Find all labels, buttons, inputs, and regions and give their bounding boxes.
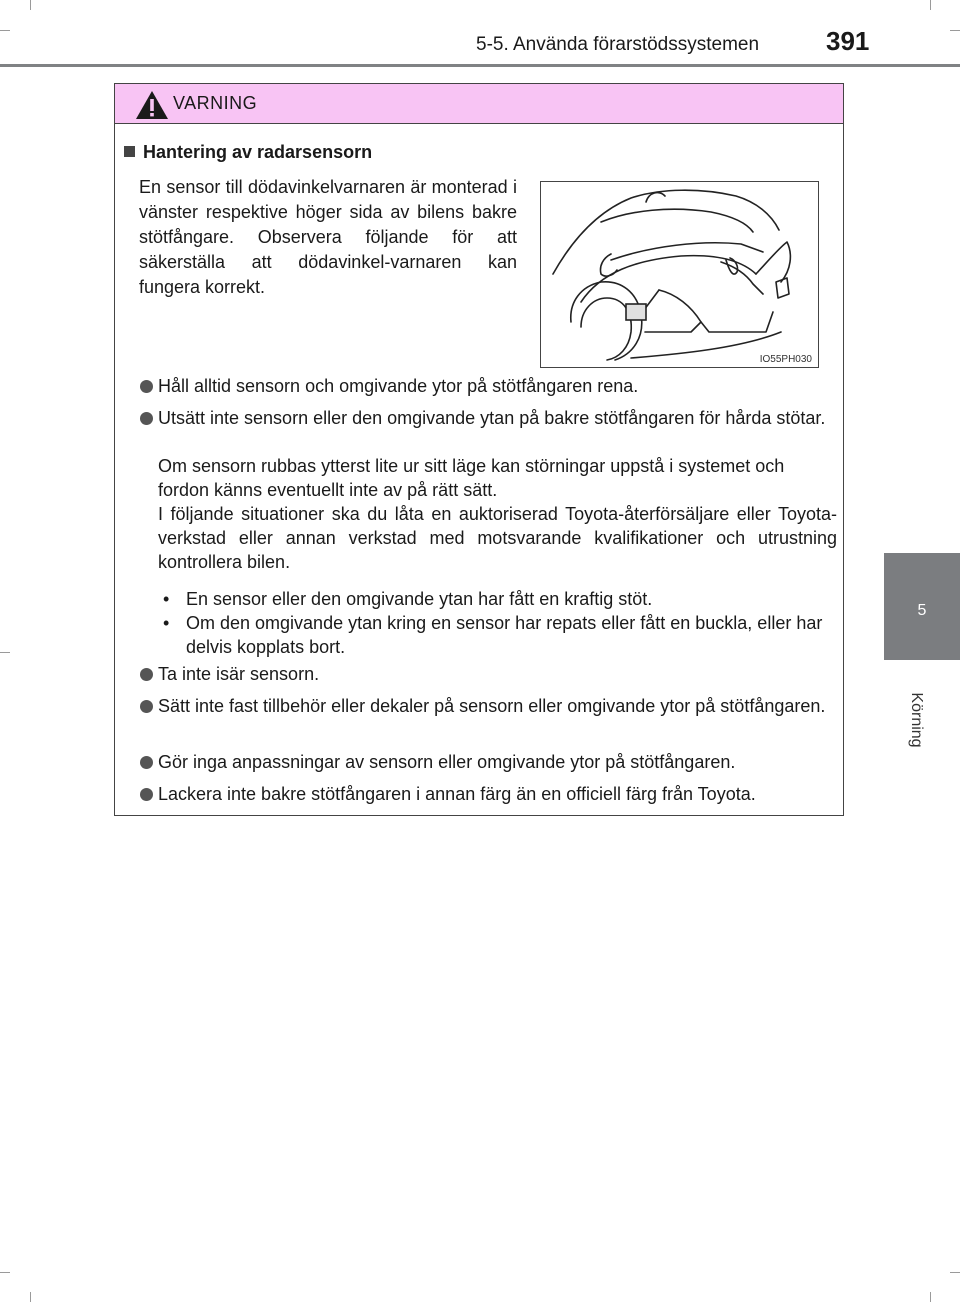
warning-box: [114, 83, 844, 816]
car-rear-drawing: [541, 182, 818, 367]
round-bullet-icon: [140, 668, 153, 681]
crop-mark: [0, 1272, 10, 1273]
list-item-text: Håll alltid sensorn och omgivande ytor på stötfångaren rena.: [158, 376, 639, 396]
round-bullet-icon: [140, 700, 153, 713]
chapter-label: Körning: [908, 692, 925, 748]
header-rule: [0, 64, 960, 67]
list-item-text: Gör inga anpassningar av sensorn eller omgivande ytor på stötfångaren.: [158, 752, 736, 772]
crop-mark: [30, 1292, 31, 1302]
section-heading: [124, 142, 372, 163]
round-bullet-icon: [140, 412, 153, 425]
section-title: 5-5. Använda förarstödssystemen: [476, 34, 760, 55]
crop-mark: [950, 1272, 960, 1273]
figure-code: IO55PH030: [759, 354, 812, 365]
warning-triangle-icon: [135, 90, 169, 120]
intro-paragraph: En sensor till dödavinkelvarnaren är monterad i vänster respektive höger sida av bilens bakre stötfångare. Observera följande för att säkerställa att dödavinkel-varnaren kan fungera korrekt.: [139, 177, 517, 297]
list-item-text: Lackera inte bakre stötfångaren i annan färg än en officiell färg från Toyota.: [158, 784, 756, 804]
chapter-tab[interactable]: [884, 553, 960, 660]
chapter-label-wrap: [905, 667, 925, 777]
chapter-number: 5: [917, 602, 927, 619]
round-bullet-icon: [140, 756, 153, 769]
list-item-text-continued: Om sensorn rubbas ytterst lite ur sitt läge kan störningar uppstå i systemet och fordon känns eventuellt inte av på rätt sätt.: [158, 456, 785, 500]
crop-mark: [930, 1292, 931, 1302]
warning-header: [115, 84, 843, 124]
list-item-text: Ta inte isär sensorn.: [158, 664, 320, 684]
list-item-text: Sätt inte fast tillbehör eller dekaler på sensorn eller omgivande ytor på stötfångaren.: [158, 696, 826, 716]
page-header: [0, 0, 960, 70]
crop-mark: [0, 652, 10, 653]
square-bullet-icon: [124, 146, 135, 157]
list-item-text: Utsätt inte sensorn eller den omgivande ytan på bakre stötfångaren för hårda stötar.: [158, 408, 826, 428]
car-rear-illustration: [540, 181, 819, 368]
sub-bullet-icon: •: [163, 589, 170, 609]
sub-bullet-icon: •: [163, 613, 170, 633]
section-heading-text: Hantering av radarsensorn: [143, 142, 373, 162]
round-bullet-icon: [140, 380, 153, 393]
page-number: 391: [826, 26, 870, 56]
round-bullet-icon: [140, 788, 153, 801]
sub-list-item-text: En sensor eller den omgivande ytan har fått en kraftig stöt.: [186, 589, 653, 609]
list-item-text-continued: I följande situationer ska du låta en auktoriserad Toyota-återförsäljare eller Toyota-verkstad eller annan verkstad med motsvarande kvalifikationer och utrustning kontrollera bilen.: [158, 504, 837, 572]
warning-label: VARNING: [173, 93, 258, 113]
sub-list-item-text: Om den omgivande ytan kring en sensor har repats eller fått en buckla, eller har delvis kopplats bort.: [186, 613, 823, 657]
